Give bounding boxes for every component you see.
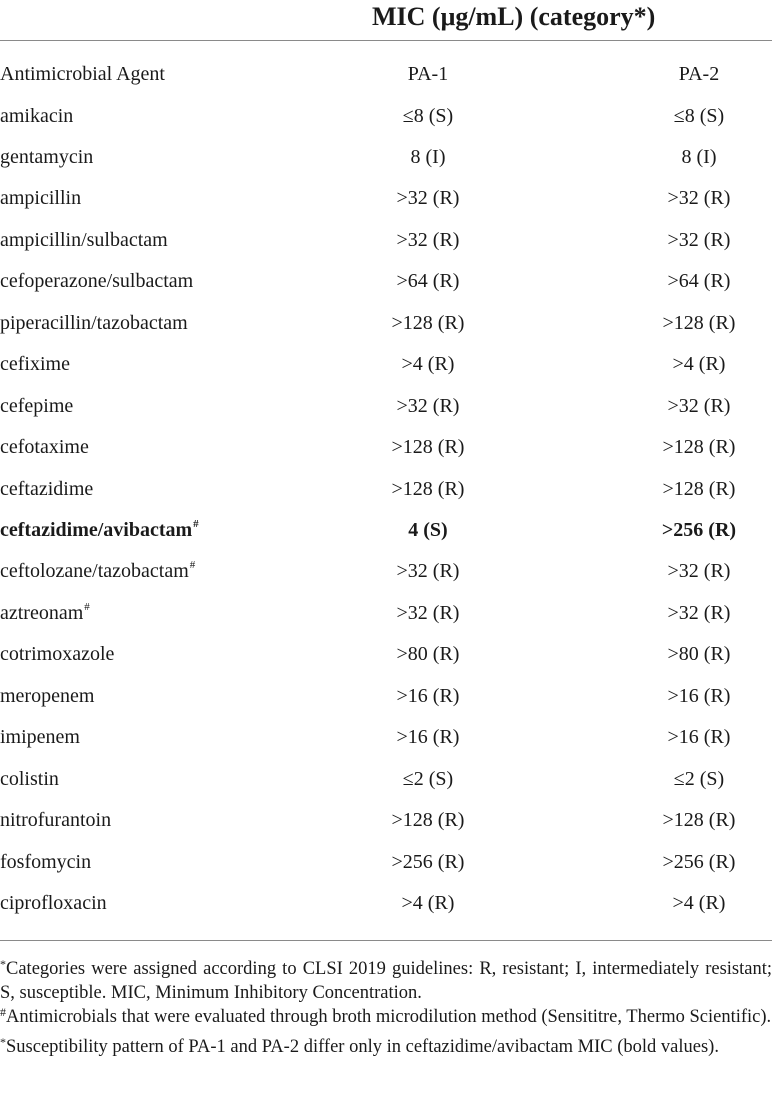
pa2-cell: >32 (R) <box>667 228 731 251</box>
pa1-cell: >32 (R) <box>396 228 460 251</box>
agent-cell <box>0 469 93 510</box>
pa2-cell: >256 (R) <box>662 850 736 873</box>
pa2-cell: >128 (R) <box>662 311 736 334</box>
agent-cell <box>0 634 114 675</box>
pa2-cell: >4 (R) <box>672 353 726 376</box>
pa1-cell: ≤2 (S) <box>402 767 454 790</box>
agent-name: gentamycin <box>0 145 94 168</box>
agent-name: ampicillin/sulbactam <box>0 228 168 251</box>
agent-cell <box>0 676 94 717</box>
agent-cell <box>0 96 73 137</box>
agent-name: colistin <box>0 767 59 790</box>
pa1-cell: >256 (R) <box>391 850 465 873</box>
table-row <box>0 303 772 344</box>
pa2-cell: >256 (R) <box>661 519 737 541</box>
agent-cell <box>0 551 195 592</box>
agent-cell <box>0 303 188 344</box>
pa2-cell: ≤2 (S) <box>673 767 725 790</box>
table-row <box>0 510 772 551</box>
column-header-pa1: PA-1 <box>407 63 449 85</box>
pa2-cell: >128 (R) <box>662 477 736 500</box>
pa1-cell: 8 (I) <box>410 145 446 168</box>
agent-cell <box>0 386 73 427</box>
pa2-cell: >80 (R) <box>667 643 731 666</box>
footnotes <box>0 957 772 1059</box>
agent-name: cefoperazone/sulbactam <box>0 270 194 293</box>
pa1-cell: >4 (R) <box>401 892 455 915</box>
agent-name: ampicillin <box>0 187 82 210</box>
agent-name: cotrimoxazole <box>0 643 115 666</box>
agent-name: ceftazidime <box>0 477 94 500</box>
pa1-cell: >4 (R) <box>401 353 455 376</box>
pa2-cell: >4 (R) <box>672 892 726 915</box>
pa1-cell: >32 (R) <box>396 187 460 210</box>
agent-cell <box>0 344 70 385</box>
footnote-pattern <box>0 1035 772 1059</box>
table-row <box>0 551 772 592</box>
agent-cell <box>0 261 193 302</box>
agent-cell <box>0 220 168 261</box>
table-row <box>0 386 772 427</box>
table-row <box>0 96 772 137</box>
table-row <box>0 344 772 385</box>
table-header <box>0 0 772 40</box>
column-spanner-title: MIC (μg/mL) (category*) <box>372 2 656 31</box>
pa1-cell: >128 (R) <box>391 311 465 334</box>
table-row <box>0 717 772 758</box>
header-rule <box>0 40 772 41</box>
agent-cell <box>0 178 81 219</box>
agent-name: meropenem <box>0 684 95 707</box>
agent-name: ceftolozane/tazobactam <box>0 560 189 583</box>
agent-name: nitrofurantoin <box>0 809 112 832</box>
pa1-cell: 4 (S) <box>408 519 448 541</box>
agent-name: cefixime <box>0 353 70 376</box>
table-row <box>0 883 772 924</box>
agent-name: ciprofloxacin <box>0 892 107 915</box>
pa1-cell: >128 (R) <box>391 436 465 459</box>
agent-name: ceftazidime/avibactam <box>0 519 193 541</box>
agent-name: piperacillin/tazobactam <box>0 311 188 334</box>
column-header-agent: Antimicrobial Agent <box>0 63 165 85</box>
footnote-text: Antimicrobials that were evaluated through broth microdilution method (Sensititre, Thermo Scientific). <box>6 1007 772 1027</box>
footnote-text: Categories were assigned according to CLSI 2019 guidelines: R, resistant; I, intermediately resistant; S, susceptible. MIC, Minimum Inhibitory Concentration. <box>0 959 772 1003</box>
column-header-pa2: PA-2 <box>678 63 720 85</box>
agent-cell <box>0 137 93 178</box>
agent-cell <box>0 717 80 758</box>
footnote-text: Susceptibility pattern of PA-1 and PA-2 differ only in ceftazidime/avibactam MIC (bold values). <box>6 1037 719 1057</box>
agent-name: aztreonam <box>0 601 84 624</box>
table-row <box>0 634 772 675</box>
footnote-marker: # <box>193 518 199 530</box>
agent-name: amikacin <box>0 104 74 127</box>
pa1-cell: >32 (R) <box>396 601 460 624</box>
footnote-method <box>0 1005 772 1029</box>
pa2-cell: >128 (R) <box>662 809 736 832</box>
table-row <box>0 427 772 468</box>
agent-name: cefotaxime <box>0 436 89 459</box>
pa1-cell: >32 (R) <box>396 560 460 583</box>
pa1-cell: >32 (R) <box>396 394 460 417</box>
pa2-cell: >128 (R) <box>662 436 736 459</box>
pa1-cell: >16 (R) <box>396 726 460 749</box>
pa1-cell: >80 (R) <box>396 643 460 666</box>
column-header-row <box>0 54 772 95</box>
footnote-marker: * <box>0 957 6 971</box>
pa1-cell: >128 (R) <box>391 809 465 832</box>
pa2-cell: ≤8 (S) <box>673 104 725 127</box>
footnote-category <box>0 957 772 1005</box>
pa2-cell: >32 (R) <box>667 187 731 210</box>
footnote-marker: # <box>189 559 196 572</box>
pa2-cell: >32 (R) <box>667 560 731 583</box>
agent-cell <box>0 759 59 800</box>
table-row <box>0 593 772 634</box>
agent-cell <box>0 842 91 883</box>
pa1-cell: >64 (R) <box>396 270 460 293</box>
agent-name: imipenem <box>0 726 80 749</box>
footer-rule <box>0 940 772 941</box>
pa1-cell: ≤8 (S) <box>402 104 454 127</box>
pa2-cell: 8 (I) <box>681 145 717 168</box>
agent-cell <box>0 883 107 924</box>
agent-cell <box>0 427 89 468</box>
footnote-marker: # <box>84 600 90 613</box>
footnote-marker: # <box>0 1005 6 1019</box>
table-row <box>0 261 772 302</box>
table-row <box>0 469 772 510</box>
agent-name: fosfomycin <box>0 850 92 873</box>
agent-cell <box>0 593 90 634</box>
table-row <box>0 676 772 717</box>
pa1-cell: >128 (R) <box>391 477 465 500</box>
table-row <box>0 759 772 800</box>
pa2-cell: >64 (R) <box>667 270 731 293</box>
agent-name: cefepime <box>0 394 74 417</box>
table-row <box>0 137 772 178</box>
table-row <box>0 800 772 841</box>
pa2-cell: >16 (R) <box>667 726 731 749</box>
pa2-cell: >32 (R) <box>667 394 731 417</box>
table-row <box>0 842 772 883</box>
pa1-cell: >16 (R) <box>396 684 460 707</box>
footnote-marker: * <box>0 1035 6 1049</box>
table-row <box>0 178 772 219</box>
table-row <box>0 220 772 261</box>
agent-cell <box>0 510 199 551</box>
agent-cell <box>0 800 111 841</box>
pa2-cell: >32 (R) <box>667 601 731 624</box>
pa2-cell: >16 (R) <box>667 684 731 707</box>
